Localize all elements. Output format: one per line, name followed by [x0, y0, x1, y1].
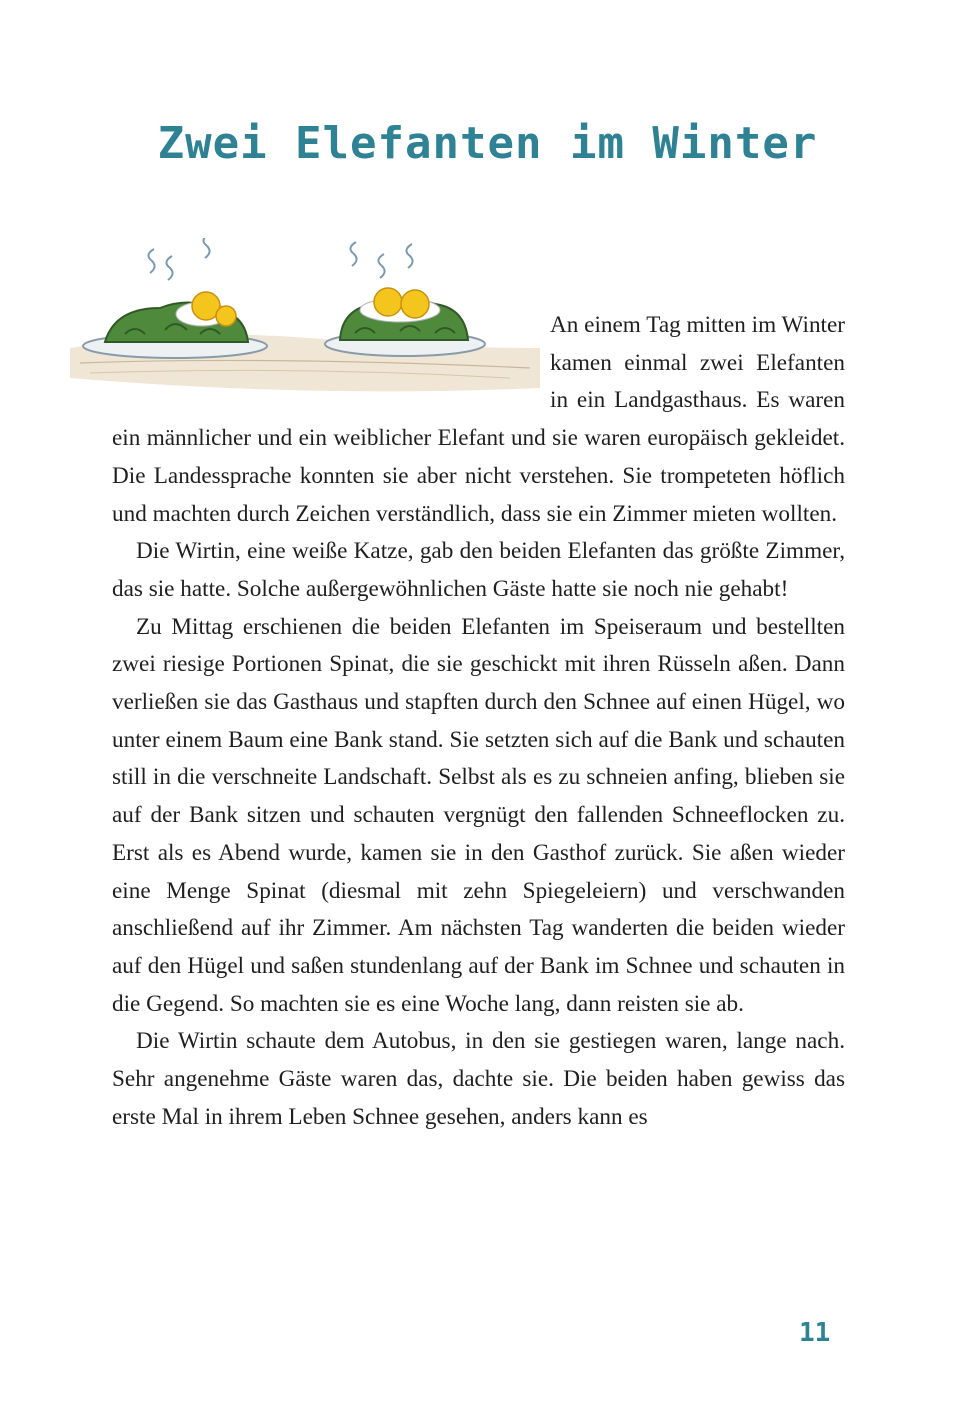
paragraph-2: Die Wirtin, eine weiße Katze, gab den beiden Elefanten das größte Zimmer, das sie hatte. Solche außergewöhnlichen Gäste hatte sie noch nie gehabt!	[112, 538, 845, 602]
paragraph-1: An einem Tag mitten im Winter kamen einmal zwei Elefanten in ein Landgasthaus. Es waren ein männlicher und ein weiblicher Elefant und sie waren europäisch gekleidet. Die Landessprache konnten sie aber nicht verstehen. Sie trompeteten höflich und machten durch Zeichen verständlich, dass sie ein Zimmer mieten wollten.	[112, 312, 845, 527]
page-number: 11	[799, 1318, 831, 1348]
chapter-title: Zwei Elefanten im Winter	[157, 118, 818, 169]
paragraph-4: Die Wirtin schaute dem Autobus, in den sie gestiegen waren, lange nach. Sehr angenehme Gäste waren das, dachte sie. Die beiden haben gewiss das erste Mal in ihrem Leben Schnee gesehen, anders kann es	[112, 1028, 845, 1130]
story-text	[112, 307, 845, 1136]
illustration-wrap-spacer	[112, 307, 550, 416]
paragraph-3: Zu Mittag erschienen die beiden Elefanten im Speiseraum und bestellten zwei riesige Portionen Spinat, die sie geschickt mit ihren Rüsseln aßen. Dann verließen sie das Gasthaus und stapften durch den Schnee auf einen Hügel, wo unter einem Baum eine Bank stand. Sie setzten sich auf die Bank und schauten still in die verschneite Landschaft. Selbst als es zu schneien anfing, blieben sie auf der Bank sitzen und schauten vergnügt den fallenden Schneeflocken zu. Erst als es Abend wurde, kamen sie in den Gasthof zurück. Sie aßen wieder eine Menge Spinat (diesmal mit zehn Spiegeleiern) und verschwanden anschließend auf ihr Zimmer. Am nächsten Tag wanderten die beiden wieder auf den Hügel und saßen stundenlang auf der Bank im Schnee und schauten in die Gegend. So machten sie es eine Woche lang, dann reisten sie ab.	[112, 613, 845, 1017]
